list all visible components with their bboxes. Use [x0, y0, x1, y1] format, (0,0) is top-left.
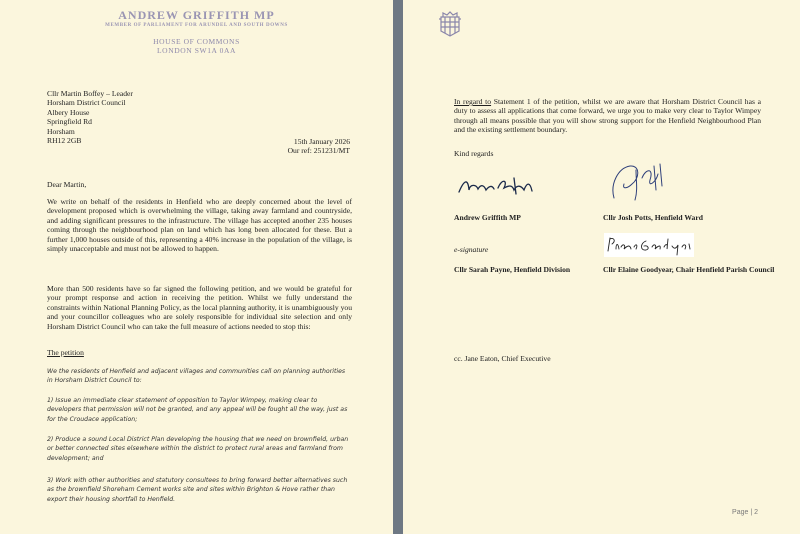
page-number: Page | 2 [732, 509, 758, 516]
letterhead-house: HOUSE OF COMMONS [153, 37, 240, 46]
letter-page-2 [403, 0, 800, 534]
esignature-label: e-signature [454, 245, 489, 254]
signatory-name: Cllr Elaine Goodyear, Chair Henfield Parish Council [603, 265, 775, 274]
recipient-line: Albery House [47, 107, 90, 117]
salutation: Dear Martin, [47, 180, 87, 189]
date-block [288, 137, 350, 156]
signature-elaine-goodyear [604, 233, 694, 257]
letterhead-address: LONDON SW1A 0AA [157, 46, 236, 55]
letter-reference: Our ref: 251231/MT [287, 146, 350, 156]
recipient-address [47, 89, 267, 145]
petition-item: 1) Issue an immediate clear statement of opposition to Taylor Wimpey, making clear to developers that permission will not be granted, and any appeal will be fought all the way, just as for the Croudace application; [47, 397, 348, 423]
petition-intro: We the residents of Henfield and adjacent villages and communities call on planning authorities in Horsham District Council to: [47, 368, 346, 385]
letterhead-role: MEMBER OF PARLIAMENT FOR ARUNDEL AND SOUTH DOWNS [105, 23, 288, 28]
recipient-line: Horsham [47, 126, 75, 136]
body-paragraph: We write on behalf of the residents in Henfield who are deeply concerned about the level of development proposed which is overwhelming the village, taking away farmland and countryside, and adding significant pressures to the infrastructure. The village has accepted another 235 houses coming through the neighbourhood plan on land which has long been allocated for these. But a further 1,000 houses outside of this, representing a 40% increase in the population of the village, is simply unacceptable and must not be allowed to happen. [47, 197, 352, 254]
recipient-line: Cllr Martin Boffey – Leader [47, 89, 133, 98]
portcullis-icon [437, 9, 463, 39]
signatory-name: Andrew Griffith MP [454, 213, 521, 222]
recipient-line: Horsham District Council [47, 98, 126, 108]
signature-josh-potts [602, 160, 672, 204]
signature-andrew-griffith [454, 172, 544, 200]
letterhead-name: ANDREW GRIFFITH MP [118, 8, 275, 22]
closing: Kind regards [454, 149, 494, 158]
petition-item: 2) Produce a sound Local District Plan developing the housing that we need on brownfield, urban or better connected sites elsewhere within the district to protect rural areas and farmland from development; and [47, 436, 349, 462]
recipient-line: RH12 2GB [47, 136, 82, 146]
petition-item: 3) Work with other authorities and statutory consultees to bring forward better alternatives such as the brownfield Shoreham Cement works site and sites within Brighton & Hove rather than export their housing shortfall to Henfield. [47, 477, 348, 503]
body-paragraph: More than 500 residents have so far signed the following petition, and we would be grateful for your prompt response and action in receiving the petition. Whilst we fully understand the constraints within National Planning Policy, as the local planning authority, it is unambiguously you and your councillor colleagues who are solely responsible for individual site selection and only Horsham District Council who can take the full measure of actions needed to stop this: [47, 284, 352, 331]
letter-date: 15th January 2026 [293, 137, 350, 146]
body-paragraph: In regard to Statement 1 of the petition, whilst we are aware that Horsham District Council has a duty to assess all applications that come forward, we urge you to make very clear to Taylor Wimpey through all means possible that you will show strong support for the Henfield Neighbourhood Plan and the existing settlement boundary. [454, 97, 762, 135]
petition-heading: The petition [47, 348, 84, 357]
cc-line: cc. Jane Eaton, Chief Executive [454, 354, 551, 363]
recipient-line: Springfield Rd [47, 117, 92, 127]
letter-page-1 [0, 0, 393, 534]
signatory-name: Cllr Sarah Payne, Henfield Division [454, 265, 571, 274]
signatory-name: Cllr Josh Potts, Henfield Ward [603, 213, 703, 222]
